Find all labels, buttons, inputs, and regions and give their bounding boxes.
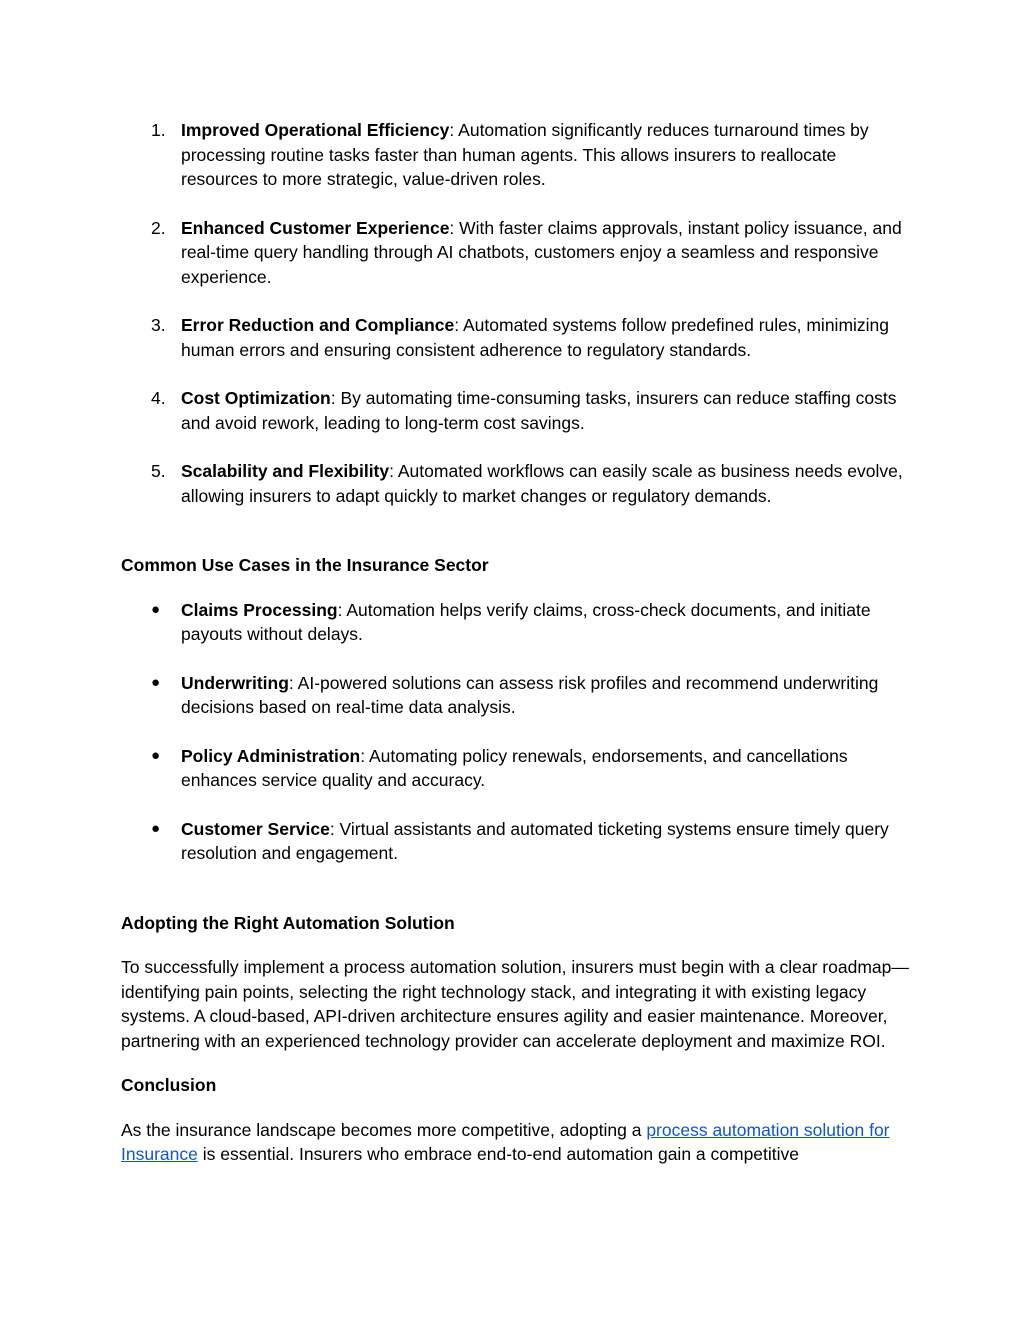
process-automation-link[interactable]: process automation solution for Insurance: [121, 1119, 890, 1164]
conclusion-paragraph: [121, 1118, 911, 1167]
benefit-item-5: [121, 459, 911, 508]
benefit-text: : Automation significantly reduces turnaround times by processing routine tasks faster than human agents. This allows insurers to reallocate resources to more strategic, value-driven roles.: [181, 120, 869, 189]
use-case-item-3: [121, 744, 911, 793]
benefits-list: [121, 118, 911, 508]
benefit-item-3: [121, 313, 911, 362]
benefit-term: Error Reduction and Compliance: [181, 315, 455, 335]
bullet-icon: ●: [151, 819, 161, 837]
benefit-item-4: [121, 386, 911, 435]
benefit-text: : Automated systems follow predefined rules, minimizing human errors and ensuring consistent adherence to regulatory standards.: [181, 315, 890, 360]
section-heading-adopting: Adopting the Right Automation Solution: [121, 912, 455, 933]
conclusion-text-after-link: is essential. Insurers who embrace end-to-end automation gain a competitive: [197, 1144, 800, 1164]
benefit-text: : By automating time-consuming tasks, insurers can reduce staffing costs and avoid rework, leading to long-term cost savings.: [181, 388, 897, 433]
benefit-term: Scalability and Flexibility: [181, 461, 390, 481]
use-case-item-4: [121, 817, 911, 866]
list-number: 4.: [151, 388, 166, 408]
use-case-item-1: [121, 598, 911, 647]
use-case-text: : Automation helps verify claims, cross-check documents, and initiate payouts without delays.: [181, 599, 871, 644]
bullet-icon: ●: [151, 600, 161, 618]
list-number: 1.: [151, 120, 166, 140]
list-number: 3.: [151, 315, 166, 335]
use-case-term: Policy Administration: [181, 745, 361, 766]
bullet-icon: ●: [151, 673, 161, 691]
benefit-text: : With faster claims approvals, instant policy issuance, and real-time query handling through AI chatbots, customers enjoy a seamless and responsive experience.: [181, 217, 902, 287]
conclusion-text-before-link: As the insurance landscape becomes more competitive, adopting a: [121, 1119, 647, 1140]
list-number: 2.: [151, 217, 166, 238]
document-content: [121, 118, 911, 1167]
list-number: 5.: [151, 461, 166, 481]
use-case-text: : Automating policy renewals, endorsements, and cancellations enhances service quality and accuracy.: [181, 745, 848, 790]
benefit-term: Improved Operational Efficiency: [181, 120, 450, 140]
benefit-term: Cost Optimization: [181, 388, 331, 408]
use-case-text: : Virtual assistants and automated ticketing systems ensure timely query resolution and engagement.: [181, 818, 889, 863]
use-case-item-2: [121, 671, 911, 720]
use-case-term: Customer Service: [181, 818, 330, 839]
use-case-text: : AI-powered solutions can assess risk profiles and recommend underwriting decisions based on real-time data analysis.: [181, 672, 879, 717]
benefit-item-1: [121, 118, 911, 192]
benefit-item-2: [121, 216, 911, 290]
use-case-term: Claims Processing: [181, 599, 338, 620]
bullet-icon: ●: [151, 746, 161, 764]
section-heading-use-cases: Common Use Cases in the Insurance Sector: [121, 555, 489, 575]
section-heading-conclusion: Conclusion: [121, 1075, 217, 1095]
use-case-term: Underwriting: [181, 672, 289, 693]
benefit-text: : Automated workflows can easily scale as business needs evolve, allowing insurers to adapt quickly to market changes or regulatory demands.: [181, 461, 903, 506]
use-cases-list: [121, 598, 911, 866]
adopting-paragraph: To successfully implement a process automation solution, insurers must begin with a clear roadmap—identifying pain points, selecting the right technology stack, and integrating it with existing legacy systems. A cloud-based, API-driven architecture ensures agility and easier maintenance. Moreover, partnering with an experienced technology provider can accelerate deployment and maximize ROI.: [121, 957, 909, 1051]
benefit-term: Enhanced Customer Experience: [181, 217, 450, 238]
